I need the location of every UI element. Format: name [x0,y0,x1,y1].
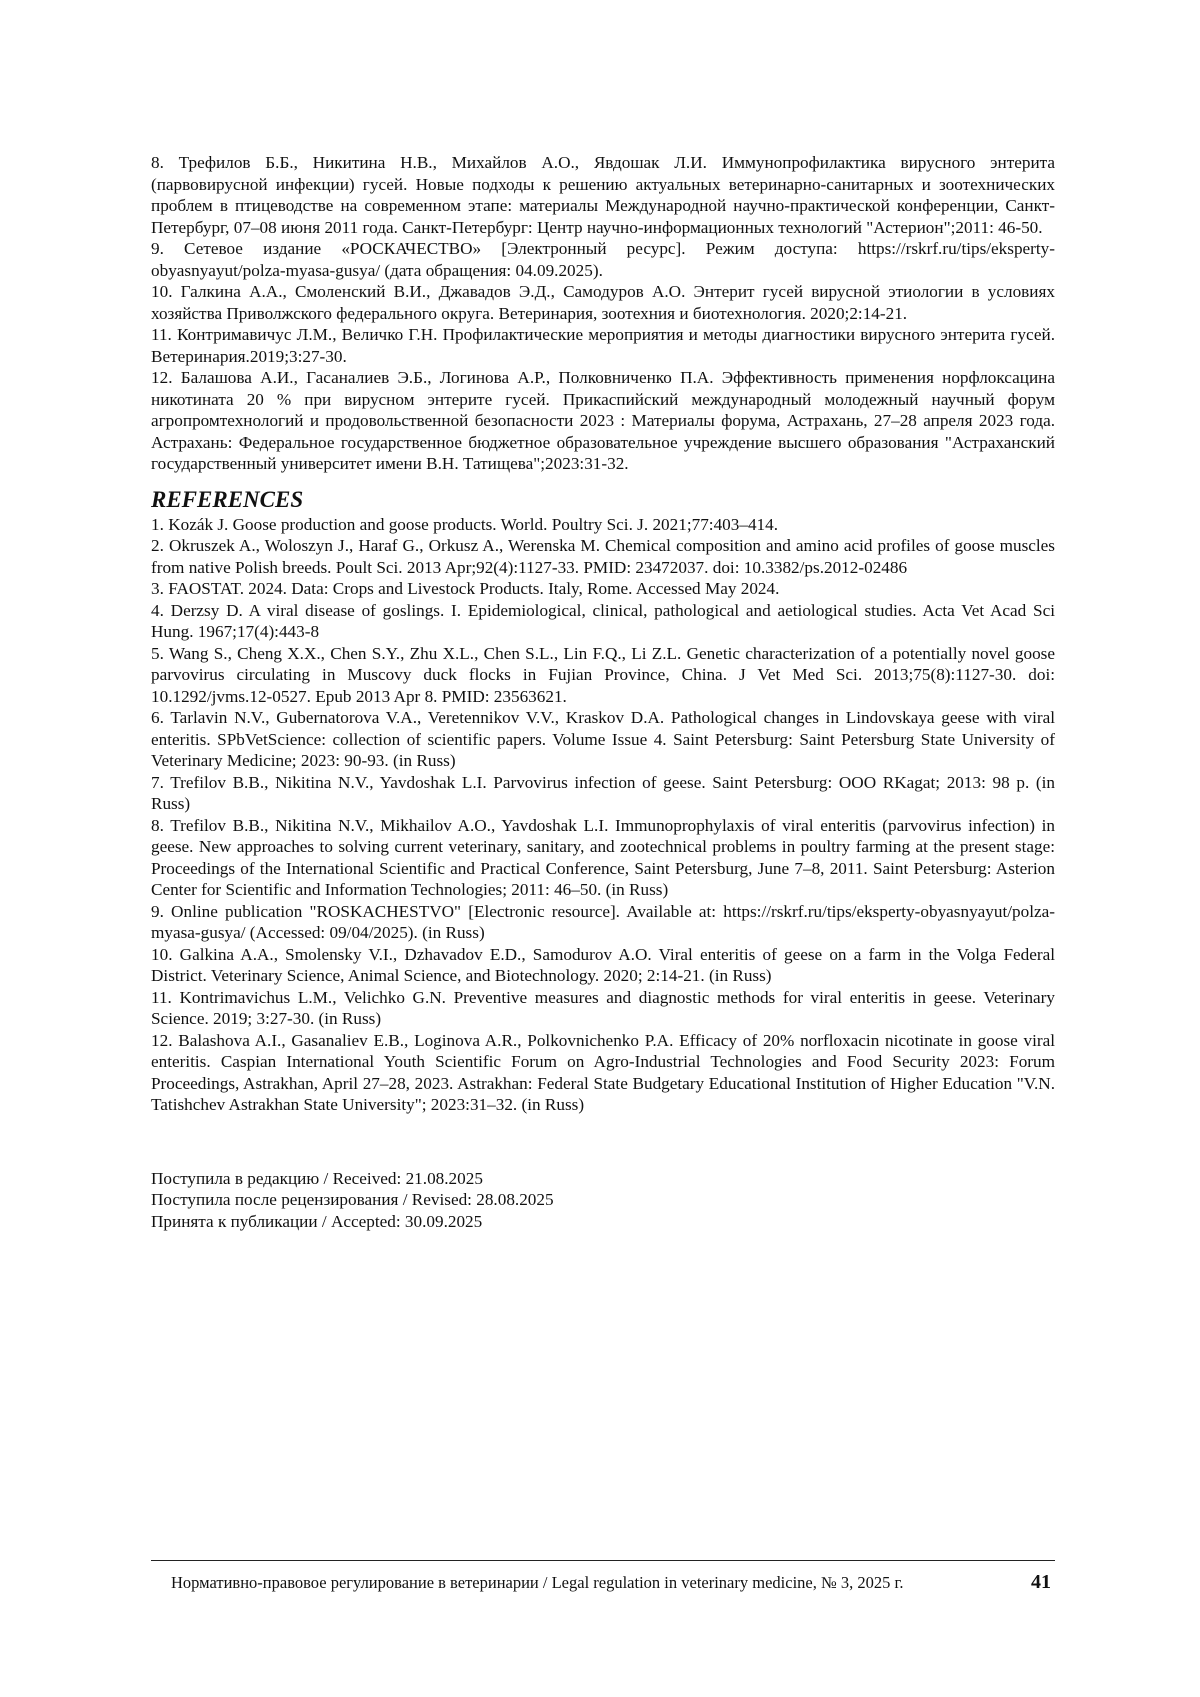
received-date: Поступила в редакцию / Received: 21.08.2025 [151,1168,1055,1190]
page-number: 41 [1031,1571,1051,1594]
journal-footer-text: Нормативно-правовое регулирование в ветеринарии / Legal regulation in veterinary medicine, № 3, 2025 г. [171,1573,904,1593]
reference-en-11: 11. Kontrimavichus L.M., Velichko G.N. Preventive measures and diagnostic methods for viral enteritis in geese. Veterinary Science. 2019; 3:27-30. (in Russ) [151,987,1055,1030]
reference-en-3: 3. FAOSTAT. 2024. Data: Crops and Livestock Products. Italy, Rome. Accessed May 2024. [151,578,1055,600]
reference-ru-9: 9. Сетевое издание «РОСКАЧЕСТВО» [Электронный ресурс]. Режим доступа: https://rskrf.ru/tips/eksperty-obyasnyayut/polza-myasa-gusya/ (дата обращения: 04.09.2025). [151,238,1055,281]
reference-ru-12: 12. Балашова А.И., Гасаналиев Э.Б., Логинова А.Р., Полковниченко П.А. Эффективность применения норфлоксацина никотината 20 % при вирусном энтерите гусей. Прикаспийский международный молодежный научный форум агропромтехнологий и продовольственной безопасности 2023 : Материалы форума, Астрахань, 27–28 апреля 2023 года. Астрахань: Федеральное государственное бюджетное образовательное учреждение высшего образования "Астраханский государственный университет имени В.Н. Татищева";2023:31-32. [151,367,1055,475]
reference-en-9: 9. Online publication "ROSKACHESTVO" [Electronic resource]. Available at: https://rskrf.ru/tips/eksperty-obyasnyayut/polza-myasa-gusya/ (Accessed: 09/04/2025). (in Russ) [151,901,1055,944]
reference-ru-11: 11. Контримавичус Л.М., Величко Г.Н. Профилактические мероприятия и методы диагностики вирусного энтерита гусей. Ветеринария.2019;3:27-30. [151,324,1055,367]
reference-en-4: 4. Derzsy D. A viral disease of goslings. I. Epidemiological, clinical, pathological and aetiological studies. Acta Vet Acad Sci Hung. 1967;17(4):443-8 [151,600,1055,643]
english-reference-list [151,514,1055,1116]
reference-en-6: 6. Tarlavin N.V., Gubernatorova V.A., Veretennikov V.V., Kraskov D.A. Pathological changes in Lindovskaya geese with viral enteritis. SPbVetScience: collection of scientific papers. Volume Issue 4. Saint Petersburg: Saint Petersburg State University of Veterinary Medicine; 2023: 90-93. (in Russ) [151,707,1055,772]
reference-en-12: 12. Balashova A.I., Gasanaliev E.B., Loginova A.R., Polkovnichenko P.A. Efficacy of 20% norfloxacin nicotinate in goose viral enteritis. Caspian International Youth Scientific Forum on Agro-Industrial Technologies and Food Security 2023: Forum Proceedings, Astrakhan, April 27–28, 2023. Astrakhan: Federal State Budgetary Educational Institution of Higher Education "V.N. Tatishchev Astrakhan State University"; 2023:31–32. (in Russ) [151,1030,1055,1116]
russian-reference-list [151,152,1055,475]
reference-en-2: 2. Okruszek A., Woloszyn J., Haraf G., Orkusz A., Werenska M. Chemical composition and amino acid profiles of goose muscles from native Polish breeds. Poult Sci. 2013 Apr;92(4):1127-33. PMID: 23472037. doi: 10.3382/ps.2012-02486 [151,535,1055,578]
revised-date: Поступила после рецензирования / Revised: 28.08.2025 [151,1189,1055,1211]
reference-ru-10: 10. Галкина А.А., Смоленский В.И., Джавадов Э.Д., Самодуров А.О. Энтерит гусей вирусной этиологии в условиях хозяйства Приволжского федерального округа. Ветеринария, зоотехния и биотехнология. 2020;2:14-21. [151,281,1055,324]
reference-ru-8: 8. Трефилов Б.Б., Никитина Н.В., Михайлов А.О., Явдошак Л.И. Иммунопрофилактика вирусного энтерита (парвовирусной инфекции) гусей. Новые подходы к решению актуальных ветеринарно-санитарных и зоотехнических проблем в птицеводстве на современном этапе: материалы Международной научно-практической конференции, Санкт-Петербург, 07–08 июня 2011 года. Санкт-Петербург: Центр научно-информационных технологий "Астерион";2011: 46-50. [151,152,1055,238]
page-footer [151,1560,1055,1594]
submission-dates [151,1168,1055,1233]
reference-en-5: 5. Wang S., Cheng X.X., Chen S.Y., Zhu X.L., Chen S.L., Lin F.Q., Li Z.L. Genetic characterization of a potentially novel goose parvovirus circulating in Muscovy duck flocks in Fujian Province, China. J Vet Med Sci. 2013;75(8):1127-30. doi: 10.1292/jvms.12-0527. Epub 2013 Apr 8. PMID: 23563621. [151,643,1055,708]
reference-en-8: 8. Trefilov B.B., Nikitina N.V., Mikhailov A.O., Yavdoshak L.I. Immunoprophylaxis of viral enteritis (parvovirus infection) in geese. New approaches to solving current veterinary, sanitary, and zootechnical problems in poultry farming at the present stage: Proceedings of the International Scientific and Practical Conference, Saint Petersburg, June 7–8, 2011. Saint Petersburg: Asterion Center for Scientific and Information Technologies; 2011: 46–50. (in Russ) [151,815,1055,901]
reference-en-7: 7. Trefilov B.B., Nikitina N.V., Yavdoshak L.I. Parvovirus infection of geese. Saint Petersburg: OOO RKagat; 2013: 98 p. (in Russ) [151,772,1055,815]
accepted-date: Принята к публикации / Accepted: 30.09.2025 [151,1211,1055,1233]
reference-en-10: 10. Galkina A.A., Smolensky V.I., Dzhavadov E.D., Samodurov A.O. Viral enteritis of geese on a farm in the Volga Federal District. Veterinary Science, Animal Science, and Biotechnology. 2020; 2:14-21. (in Russ) [151,944,1055,987]
page-content [151,152,1055,1232]
references-heading: REFERENCES [151,487,1055,513]
reference-en-1: 1. Kozák J. Goose production and goose products. World. Poultry Sci. J. 2021;77:403–414. [151,514,1055,536]
